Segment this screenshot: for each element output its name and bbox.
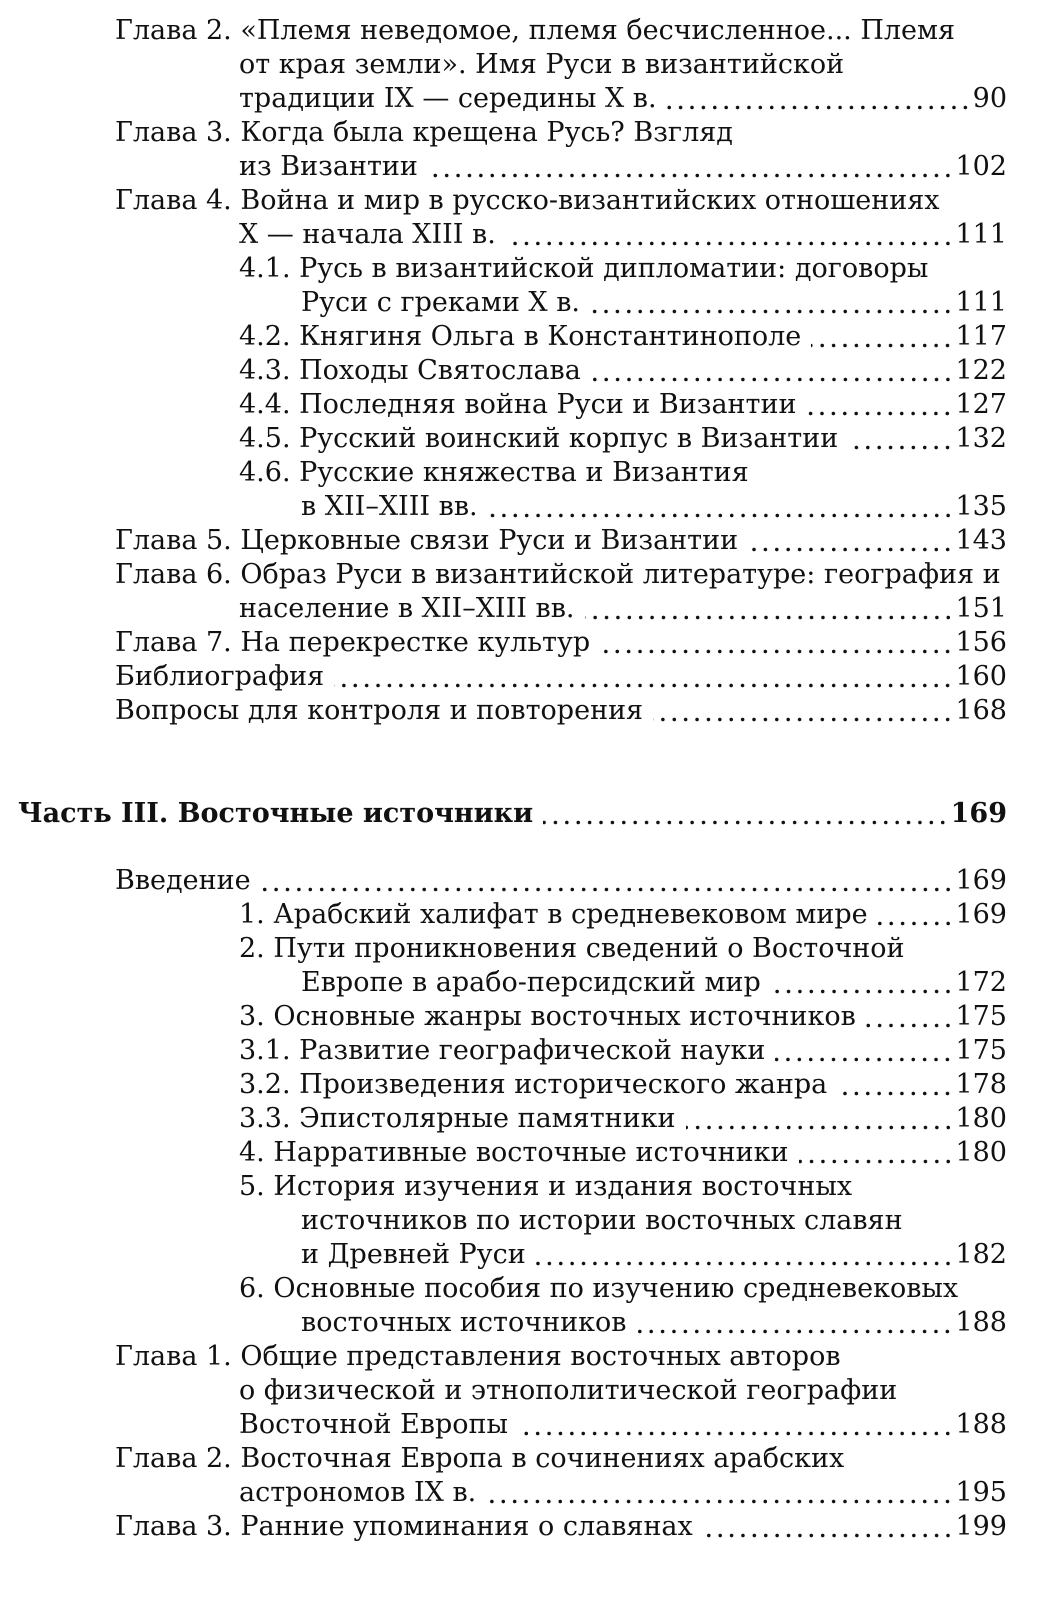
toc-entry-line [0,898,1045,932]
entry-title: в XII–XIII вв. [301,491,478,522]
dot-leader [837,1068,953,1102]
dot-leader [600,626,953,660]
entry-title: Глава 3. Когда была крещена Русь? Взгляд [115,117,733,148]
dot-leader [506,218,954,252]
toc-entry-line [0,1068,1045,1102]
entry-title: и Древней Руси [301,1239,526,1270]
toc-entry-line [0,1476,1045,1510]
page-number: 180 [955,1103,1007,1134]
page-number: 127 [955,389,1007,420]
entry-title: астрономов IX в. [239,1477,477,1508]
toc-entry-line [0,1442,1045,1476]
entry-title: Библиография [115,661,325,692]
toc-entry-line [0,1272,1045,1306]
dot-leader [703,1510,954,1544]
entry-title: от края земли». Имя Руси в византийской [239,49,845,80]
entry-title: 3. Основные жанры восточных источников [239,1001,856,1032]
entry-title: 4.5. Русский воинский корпус в Византии [239,423,839,454]
dot-leader [799,1136,954,1170]
entry-title: 2. Пути проникновения сведений о Восточной [239,933,905,964]
page-number: 175 [955,1035,1007,1066]
toc-entry-line [0,286,1045,320]
toc-entry-line [0,354,1045,388]
page-number: 169 [955,899,1007,930]
entry-title: Глава 2. Восточная Европа в сочинениях арабских [115,1443,845,1474]
toc-entry-line [0,82,1045,116]
entry-title: Глава 1. Общие представления восточных авторов [115,1341,841,1372]
toc-entry-line [0,252,1045,286]
dot-leader [636,1306,953,1340]
part-title: Часть III. Восточные источники [18,798,534,829]
dot-leader [811,320,953,354]
entry-title: Глава 5. Церковные связи Руси и Византии [115,525,739,556]
dot-leader [536,1238,954,1272]
entry-title: традиции IX — середины X в. [239,83,657,114]
toc-entry-line [0,320,1045,354]
toc-entry-line [0,932,1045,966]
dot-leader [334,660,953,694]
entry-title: Глава 2. «Племя неведомое, племя бесчисленное... Племя [115,15,956,46]
entry-title: 4.1. Русь в византийской дипломатии: договоры [239,253,929,284]
toc-entry-line [0,1000,1045,1034]
entry-title: 1. Арабский халифат в средневековом мире [239,899,868,930]
dot-leader [653,694,953,728]
toc-entry-line [0,1170,1045,1204]
dot-leader [878,898,954,932]
toc-entry-line [0,1204,1045,1238]
entry-title: 3.3. Эпистолярные памятники [239,1103,676,1134]
toc-entry-line [0,1408,1045,1442]
page-number: 156 [955,627,1007,658]
dot-leader [866,1000,954,1034]
toc-entry-line [0,490,1045,524]
page-number: 111 [955,219,1007,250]
entry-title: 6. Основные пособия по изучению средневековых [239,1273,959,1304]
toc-entry-line [0,456,1045,490]
dot-leader [848,422,953,456]
page-number: 102 [955,151,1007,182]
toc-entry-line [0,864,1045,898]
dot-leader [543,797,948,831]
page-number: 182 [955,1239,1007,1270]
page-number: 188 [955,1307,1007,1338]
entry-title: X — начала XIII в. [239,219,496,250]
entry-title: 4.4. Последняя война Руси и Византии [239,389,797,420]
page-number: 199 [955,1511,1007,1542]
page-number: 151 [955,593,1007,624]
entry-title: Глава 7. На перекрестке культур [115,627,591,658]
toc-entry-line [0,592,1045,626]
page-number: 143 [955,525,1007,556]
dot-leader [775,1034,953,1068]
dot-leader [261,864,954,898]
part-heading-line [0,797,1045,831]
entry-title: о физической и этнополитической географии [239,1375,898,1406]
entry-title: население в XII–XIII вв. [239,593,575,624]
entry-title: 5. История изучения и издания восточных [239,1171,853,1202]
dot-leader [518,1408,953,1442]
toc-entry-line [0,1374,1045,1408]
dot-leader [806,388,953,422]
dot-leader [428,150,954,184]
toc-entry-line [0,1102,1045,1136]
page-number: 160 [955,661,1007,692]
toc-entry-line [0,422,1045,456]
entry-title: Руси с греками X в. [301,287,581,318]
dot-leader [667,82,971,116]
toc-entry-line [0,1034,1045,1068]
entry-title: Европе в арабо-персидский мир [301,967,761,998]
entry-title: из Византии [239,151,418,182]
page-number: 90 [972,83,1007,114]
page-number: 168 [955,695,1007,726]
dot-leader [486,1476,953,1510]
entry-title: 3.2. Произведения исторического жанра [239,1069,828,1100]
toc-entry-line [0,218,1045,252]
toc-entry-line [0,660,1045,694]
toc-entry-line [0,626,1045,660]
dot-leader [488,490,954,524]
toc-entry-line [0,48,1045,82]
page-number: 169 [950,798,1007,829]
toc-entry-line [0,150,1045,184]
toc-entry-line [0,184,1045,218]
entry-title: 4. Нарративные восточные источники [239,1137,789,1168]
page-number: 111 [955,287,1007,318]
dot-leader [590,286,953,320]
entry-title: Глава 6. Образ Руси в византийской литературе: география и [115,559,1001,590]
entry-title: Глава 4. Война и мир в русско-византийских отношениях [115,185,940,216]
toc-entry-line [0,966,1045,1000]
toc-entry-line [0,1340,1045,1374]
page-number: 132 [955,423,1007,454]
dot-leader [748,524,953,558]
dot-leader [771,966,954,1000]
entry-title: Глава 3. Ранние упоминания о славянах [115,1511,693,1542]
toc-entry-line [0,388,1045,422]
page-number: 122 [955,355,1007,386]
toc-entry-line [0,1510,1045,1544]
page-number: 135 [955,491,1007,522]
entry-title: восточных источников [301,1307,627,1338]
toc-entry-line [0,116,1045,150]
page-number: 195 [955,1477,1007,1508]
page-number: 178 [955,1069,1007,1100]
entry-title: 4.6. Русские княжества и Византия [239,457,749,488]
toc-entry-line [0,14,1045,48]
dot-leader [686,1102,954,1136]
toc-entry-line [0,694,1045,728]
dot-leader [585,592,954,626]
page-number: 180 [955,1137,1007,1168]
toc-entry-line [0,558,1045,592]
entry-title: Введение [115,865,251,896]
entry-title: 3.1. Развитие географической науки [239,1035,766,1066]
entry-title: 4.3. Походы Святослава [239,355,581,386]
page-number: 172 [955,967,1007,998]
entry-title: 4.2. Княгиня Ольга в Константинополе [239,321,802,352]
toc-entry-line [0,1306,1045,1340]
entry-title: источников по истории восточных славян [301,1205,903,1236]
toc-entry-line [0,1238,1045,1272]
page-number: 117 [955,321,1007,352]
entry-title: Восточной Европы [239,1409,509,1440]
page-number: 169 [955,865,1007,896]
dot-leader [591,354,954,388]
page-number: 175 [955,1001,1007,1032]
toc-entry-line [0,524,1045,558]
toc-entry-line [0,1136,1045,1170]
page-number: 188 [955,1409,1007,1440]
entry-title: Вопросы для контроля и повторения [115,695,644,726]
